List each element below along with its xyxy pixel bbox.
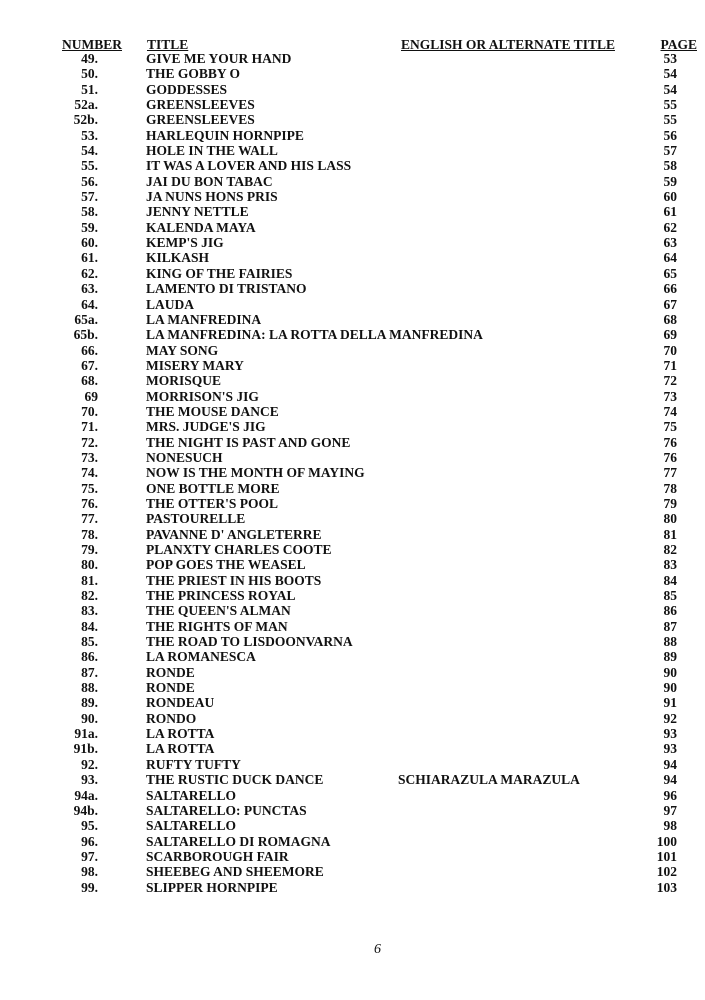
entry-title: MORISQUE xyxy=(146,373,222,389)
entry-title: LA ROMANESCA xyxy=(146,649,256,665)
table-row xyxy=(0,174,705,189)
entry-page: 55 xyxy=(663,112,677,128)
entry-page: 62 xyxy=(663,219,677,235)
entry-title: PASTOURELLE xyxy=(146,511,246,527)
entry-title: LA MANFREDINA xyxy=(146,311,262,327)
table-row xyxy=(0,603,705,618)
entry-title: SHEEBEG AND SHEEMORE xyxy=(146,864,324,880)
entry-number: 73. xyxy=(81,449,98,465)
table-row xyxy=(0,128,705,143)
entry-page: 59 xyxy=(663,173,677,189)
entry-page: 79 xyxy=(663,495,677,511)
table-row xyxy=(0,465,705,480)
table-row xyxy=(0,419,705,434)
entry-number: 89. xyxy=(81,695,98,711)
header-title: TITLE xyxy=(147,37,189,52)
entry-title: KING OF THE FAIRIES xyxy=(146,265,293,281)
entry-title: LAUDA xyxy=(146,296,195,312)
entry-number: 55. xyxy=(81,158,98,174)
entry-number: 61. xyxy=(81,250,98,266)
header-number: NUMBER xyxy=(62,37,122,52)
entry-title: THE NIGHT IS PAST AND GONE xyxy=(146,434,351,450)
entry-number: 52a. xyxy=(74,97,98,113)
entry-page: 87 xyxy=(663,618,677,634)
table-row xyxy=(0,557,705,572)
entry-title: RONDE xyxy=(146,664,195,680)
entry-number: 76. xyxy=(81,495,98,511)
entry-title: SALTARELLO: PUNCTAS xyxy=(146,802,307,818)
entry-page: 75 xyxy=(663,419,677,435)
table-row xyxy=(0,82,705,97)
entry-title: MRS. JUDGE'S JIG xyxy=(146,419,266,435)
entry-page: 63 xyxy=(663,235,677,251)
entry-number: 94b. xyxy=(73,802,98,818)
entry-page: 76 xyxy=(663,449,677,465)
entry-title: GIVE ME YOUR HAND xyxy=(146,51,292,66)
table-row xyxy=(0,435,705,450)
entry-title: KALENDA MAYA xyxy=(146,219,256,235)
entry-page: 98 xyxy=(663,818,677,834)
table-row xyxy=(0,741,705,756)
entry-title: RUFTY TUFTY xyxy=(146,756,241,772)
table-row xyxy=(0,695,705,710)
entry-page: 88 xyxy=(663,634,677,650)
entry-title: JAI DU BON TABAC xyxy=(146,173,273,189)
table-row xyxy=(0,189,705,204)
entry-number: 72. xyxy=(81,434,98,450)
entry-page: 64 xyxy=(663,250,677,266)
entry-title: RONDO xyxy=(146,710,197,726)
entry-title: GODDESSES xyxy=(146,81,228,97)
table-row xyxy=(0,389,705,404)
table-row xyxy=(0,665,705,680)
table-row xyxy=(0,66,705,81)
entry-title: HOLE IN THE WALL xyxy=(146,143,278,159)
entry-title: NONESUCH xyxy=(146,449,223,465)
entry-page: 93 xyxy=(663,726,677,742)
entry-title: LA ROTTA xyxy=(146,726,215,742)
page-number: 6 xyxy=(374,942,381,957)
entry-number: 91a. xyxy=(74,726,98,742)
table-row xyxy=(0,711,705,726)
entry-number: 97. xyxy=(81,848,98,864)
table-row xyxy=(0,204,705,219)
entry-number: 85. xyxy=(81,634,98,650)
entry-page: 94 xyxy=(663,756,677,772)
table-row xyxy=(0,496,705,511)
entry-number: 49. xyxy=(81,51,98,66)
table-row xyxy=(0,511,705,526)
entry-number: 53. xyxy=(81,127,98,143)
entry-title: THE OTTER'S POOL xyxy=(146,495,279,511)
table-row xyxy=(0,588,705,603)
entry-page: 76 xyxy=(663,434,677,450)
entry-page: 67 xyxy=(663,296,677,312)
entry-page: 86 xyxy=(663,603,677,619)
table-row xyxy=(0,864,705,879)
entry-title: GREENSLEEVES xyxy=(146,112,255,128)
entry-number: 63. xyxy=(81,281,98,297)
entry-page: 68 xyxy=(663,311,677,327)
entry-number: 95. xyxy=(81,818,98,834)
table-row xyxy=(0,112,705,127)
entry-number: 57. xyxy=(81,189,98,205)
entry-title: THE GOBBY O xyxy=(146,66,241,82)
entry-page: 101 xyxy=(656,848,677,864)
entry-number: 99. xyxy=(81,879,98,895)
entry-page: 92 xyxy=(663,710,677,726)
entry-number: 51. xyxy=(81,81,98,97)
entry-page: 65 xyxy=(663,265,677,281)
entry-page: 57 xyxy=(663,143,677,159)
entry-number: 92. xyxy=(81,756,98,772)
entry-page: 55 xyxy=(663,97,677,113)
entry-number: 75. xyxy=(81,480,98,496)
entry-number: 94a. xyxy=(74,787,98,803)
table-row xyxy=(0,51,705,66)
entry-page: 74 xyxy=(663,403,677,419)
entry-page: 103 xyxy=(656,879,677,895)
table-row xyxy=(0,266,705,281)
entry-number: 83. xyxy=(81,603,98,619)
table-row xyxy=(0,726,705,741)
entry-title: MISERY MARY xyxy=(146,357,244,373)
table-row xyxy=(0,481,705,496)
entry-number: 84. xyxy=(81,618,98,634)
entry-title: THE PRIEST IN HIS BOOTS xyxy=(146,572,322,588)
entry-number: 93. xyxy=(81,772,98,788)
entry-number: 86. xyxy=(81,649,98,665)
entry-page: 54 xyxy=(663,81,677,97)
entry-number: 68. xyxy=(81,373,98,389)
entry-number: 81. xyxy=(81,572,98,588)
entry-title: SALTARELLO xyxy=(146,818,237,834)
entry-number: 62. xyxy=(81,265,98,281)
entry-page: 85 xyxy=(663,588,677,604)
entry-title: THE RUSTIC DUCK DANCE xyxy=(146,772,324,788)
entry-title: KILKASH xyxy=(146,250,210,266)
entry-number: 59. xyxy=(81,219,98,235)
entry-number: 64. xyxy=(81,296,98,312)
entry-page: 60 xyxy=(663,189,677,205)
entry-title: HARLEQUIN HORNPIPE xyxy=(146,127,304,143)
entry-number: 50. xyxy=(81,66,98,82)
entry-page: 83 xyxy=(663,557,677,573)
table-row xyxy=(0,97,705,112)
entry-number: 98. xyxy=(81,864,98,880)
table-row xyxy=(0,880,705,895)
table-row xyxy=(0,849,705,864)
table-row xyxy=(0,803,705,818)
entry-page: 96 xyxy=(663,787,677,803)
entry-page: 100 xyxy=(656,833,677,849)
table-row xyxy=(0,680,705,695)
table-row xyxy=(0,373,705,388)
entry-page: 69 xyxy=(663,327,677,343)
entry-title: RONDEAU xyxy=(146,695,215,711)
entry-number: 79. xyxy=(81,542,98,557)
entry-page: 53 xyxy=(663,51,677,66)
entry-title: KEMP'S JIG xyxy=(146,235,224,251)
entry-page: 80 xyxy=(663,511,677,527)
entry-number: 52b. xyxy=(73,112,98,128)
entry-page: 91 xyxy=(663,695,677,711)
entry-number: 54. xyxy=(81,143,98,159)
entry-page: 61 xyxy=(663,204,677,220)
table-row xyxy=(0,297,705,312)
table-row xyxy=(0,327,705,342)
table-row xyxy=(0,542,705,557)
table-row xyxy=(0,788,705,803)
entry-number: 96. xyxy=(81,833,98,849)
entry-title: POP GOES THE WEASEL xyxy=(146,557,306,573)
table-row xyxy=(0,358,705,373)
table-row xyxy=(0,834,705,849)
entry-page: 94 xyxy=(663,772,677,788)
entry-number: 87. xyxy=(81,664,98,680)
entry-title: SALTARELLO DI ROMAGNA xyxy=(146,833,331,849)
table-row xyxy=(0,634,705,649)
entry-title: THE PRINCESS ROYAL xyxy=(146,588,296,604)
entry-page: 90 xyxy=(663,664,677,680)
entry-number: 58. xyxy=(81,204,98,220)
entry-title: LA MANFREDINA: LA ROTTA DELLA MANFREDINA xyxy=(146,327,483,343)
table-row xyxy=(0,143,705,158)
entry-title: IT WAS A LOVER AND HIS LASS xyxy=(146,158,352,174)
entry-page: 81 xyxy=(663,526,677,542)
entry-page: 84 xyxy=(663,572,677,588)
table-row xyxy=(0,343,705,358)
entry-title: NOW IS THE MONTH OF MAYING xyxy=(146,465,365,481)
table-row xyxy=(0,772,705,787)
entry-number: 56. xyxy=(81,173,98,189)
index-list xyxy=(0,51,705,895)
entry-page: 71 xyxy=(663,357,677,373)
entry-number: 69 xyxy=(84,388,98,404)
entry-title: ONE BOTTLE MORE xyxy=(146,480,280,496)
table-row xyxy=(0,312,705,327)
entry-page: 72 xyxy=(663,373,677,389)
entry-title: THE QUEEN'S ALMAN xyxy=(146,603,291,619)
entry-page: 90 xyxy=(663,680,677,696)
entry-title: MORRISON'S JIG xyxy=(146,388,259,404)
entry-page: 82 xyxy=(663,542,677,557)
header-alternate-title: ENGLISH OR ALTERNATE TITLE xyxy=(401,37,615,52)
entry-page: 77 xyxy=(663,465,677,481)
table-row xyxy=(0,450,705,465)
entry-title: PAVANNE D' ANGLETERRE xyxy=(146,526,322,542)
table-row xyxy=(0,404,705,419)
entry-number: 71. xyxy=(81,419,98,435)
header-page: PAGE xyxy=(660,37,697,52)
table-row xyxy=(0,281,705,296)
entry-number: 67. xyxy=(81,357,98,373)
entry-title: SALTARELLO xyxy=(146,787,237,803)
entry-number: 66. xyxy=(81,342,98,358)
table-row xyxy=(0,158,705,173)
table-row xyxy=(0,527,705,542)
entry-title: JENNY NETTLE xyxy=(146,204,249,220)
entry-page: 93 xyxy=(663,741,677,757)
entry-alternate-title: SCHIARAZULA MARAZULA xyxy=(398,772,580,788)
entry-number: 88. xyxy=(81,680,98,696)
table-row xyxy=(0,757,705,772)
entry-title: PLANXTY CHARLES COOTE xyxy=(146,542,332,557)
entry-page: 56 xyxy=(663,127,677,143)
entry-number: 60. xyxy=(81,235,98,251)
entry-page: 102 xyxy=(656,864,677,880)
entry-title: THE RIGHTS OF MAN xyxy=(146,618,288,634)
entry-title: THE MOUSE DANCE xyxy=(146,403,279,419)
entry-title: SLIPPER HORNPIPE xyxy=(146,879,278,895)
entry-page: 58 xyxy=(663,158,677,174)
table-row xyxy=(0,235,705,250)
entry-number: 74. xyxy=(81,465,98,481)
entry-number: 77. xyxy=(81,511,98,527)
entry-number: 65b. xyxy=(73,327,98,343)
entry-title: JA NUNS HONS PRIS xyxy=(146,189,278,205)
entry-page: 73 xyxy=(663,388,677,404)
entry-title: GREENSLEEVES xyxy=(146,97,255,113)
table-row xyxy=(0,250,705,265)
table-row xyxy=(0,818,705,833)
entry-number: 82. xyxy=(81,588,98,604)
entry-page: 66 xyxy=(663,281,677,297)
entry-page: 78 xyxy=(663,480,677,496)
entry-number: 80. xyxy=(81,557,98,573)
entry-number: 65a. xyxy=(74,311,98,327)
entry-number: 70. xyxy=(81,403,98,419)
table-row xyxy=(0,573,705,588)
entry-title: LA ROTTA xyxy=(146,741,215,757)
entry-number: 78. xyxy=(81,526,98,542)
entry-number: 91b. xyxy=(73,741,98,757)
table-row xyxy=(0,220,705,235)
entry-title: THE ROAD TO LISDOONVARNA xyxy=(146,634,353,650)
table-row xyxy=(0,619,705,634)
entry-number: 90. xyxy=(81,710,98,726)
entry-page: 97 xyxy=(663,802,677,818)
entry-title: RONDE xyxy=(146,680,195,696)
entry-page: 89 xyxy=(663,649,677,665)
entry-page: 70 xyxy=(663,342,677,358)
table-row xyxy=(0,649,705,664)
entry-title: MAY SONG xyxy=(146,342,219,358)
entry-title: SCARBOROUGH FAIR xyxy=(146,848,289,864)
entry-page: 54 xyxy=(663,66,677,82)
entry-title: LAMENTO DI TRISTANO xyxy=(146,281,307,297)
